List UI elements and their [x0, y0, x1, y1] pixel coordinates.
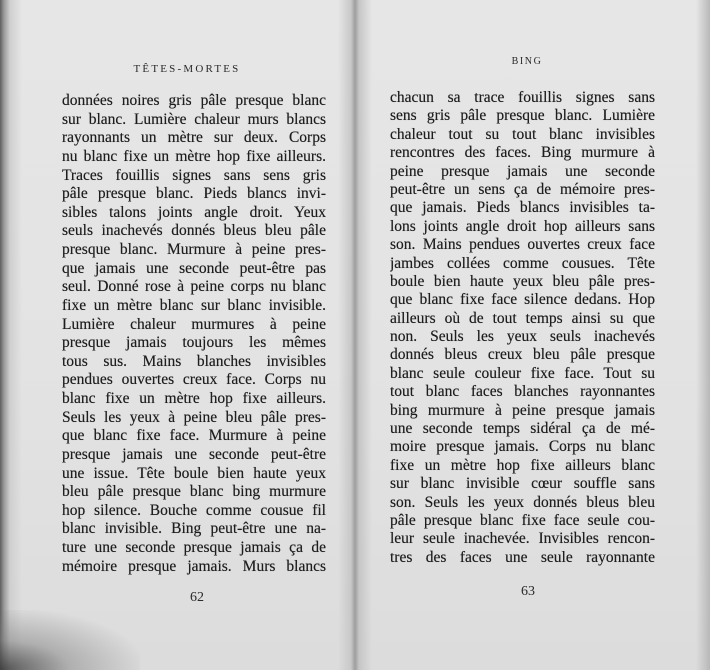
left-page-text: [62, 92, 326, 576]
text-line: tous sus. Mains blanches invisibles: [62, 352, 326, 370]
book-gutter: [338, 0, 372, 670]
right-page-number: 63: [521, 584, 535, 599]
text-line: chacun sa trace fouillis signes sans: [390, 89, 655, 106]
text-line: bleu pâle presque blanc bing murmure: [62, 483, 326, 501]
left-page-number: 62: [190, 590, 204, 605]
text-line: pâle presque blanc. Pieds blancs invi-: [62, 185, 326, 203]
text-line: son. Mains pendues ouvertes creux face: [390, 236, 655, 254]
text-line: sens gris pâle presque blanc. Lumière: [390, 107, 655, 125]
text-line: pâle presque blanc fixe face seule cou-: [390, 511, 655, 529]
text-line: Traces fouillis signes sans sens gris: [62, 166, 326, 184]
text-line: Lumière chaleur murmures à peine: [62, 315, 326, 333]
left-page-edge-shadow: [0, 0, 22, 670]
text-line: ture une seconde presque jamais ça de: [62, 539, 326, 556]
text-line: rayonnants un mètre sur deux. Corps: [62, 129, 326, 147]
text-line: peut-être un sens ça de mémoire pres-: [390, 180, 655, 198]
text-line: sibles talons joints angle droit. Yeux: [62, 203, 326, 221]
text-line: blanc fixe un mètre hop fixe ailleurs.: [62, 390, 326, 407]
right-page-text: [390, 89, 655, 567]
text-line: Seuls les yeux à peine bleu pâle pres-: [62, 408, 326, 426]
right-running-head: BING: [511, 56, 543, 67]
text-line: tres des faces une seule rayonnante: [390, 548, 655, 566]
text-line: blanc seule couleur fixe face. Tout su: [390, 364, 655, 382]
text-line: presque jamais toujours les mêmes: [62, 334, 326, 352]
text-line: seuls inachevés donnés bleus bleu pâle: [62, 222, 326, 240]
text-line: que blanc fixe face. Murmure à peine: [62, 427, 326, 445]
text-line: tout blanc faces blanches rayonnantes: [390, 383, 655, 401]
text-line: donnés bleus creux bleu pâle presque: [390, 346, 655, 364]
text-line: moire presque jamais. Corps nu blanc: [390, 438, 655, 456]
text-line: rencontres des faces. Bing murmure à: [390, 144, 655, 162]
text-line: mémoire presque jamais. Murs blancs: [62, 557, 326, 575]
text-line: pendues ouvertes creux face. Corps nu: [62, 371, 326, 389]
text-line: peine presque jamais une seconde: [390, 162, 655, 180]
text-line: blanc invisible. Bing peut-être une na-: [62, 520, 326, 538]
text-line: fixe un mètre blanc sur blanc invisible.: [62, 296, 326, 314]
text-line: que blanc fixe face silence dedans. Hop: [390, 291, 655, 309]
text-line: seul. Donné rose à peine corps nu blanc: [62, 278, 326, 296]
text-line: ailleurs où de tout temps ainsi su que: [390, 309, 655, 327]
text-line: que jamais. Pieds blancs invisibles ta-: [390, 199, 655, 217]
text-line: sur blanc. Lumière chaleur murs blancs: [62, 110, 326, 128]
text-line: fixe un mètre hop fixe ailleurs blanc: [390, 456, 655, 474]
text-line: presque blanc. Murmure à peine pres-: [62, 241, 326, 258]
text-line: chaleur tout su tout blanc invisibles: [390, 125, 655, 143]
text-line: boule bien haute yeux bleu pâle pres-: [390, 272, 655, 290]
text-line: leur seule inachevée. Invisibles rencon-: [390, 530, 655, 548]
bottom-left-corner-shadow: [0, 610, 140, 670]
text-line: son. Seuls les yeux donnés bleus bleu: [390, 493, 655, 511]
text-line: sur blanc invisible cœur souffle sans: [390, 475, 655, 493]
text-line: que jamais une seconde peut-être pas: [62, 259, 326, 277]
text-line: nu blanc fixe un mètre hop fixe ailleurs.: [62, 147, 326, 165]
right-page-edge-shadow: [696, 0, 710, 670]
text-line: une seconde temps sidéral ça de mé-: [390, 420, 655, 438]
text-line: données noires gris pâle presque blanc: [62, 92, 326, 109]
text-line: non. Seuls les yeux seuls inachevés: [390, 328, 655, 346]
left-running-head: TÊTES-MORTES: [133, 63, 241, 75]
text-line: jambes collées comme cousues. Tête: [390, 254, 655, 272]
text-line: une issue. Tête boule bien haute yeux: [62, 464, 326, 482]
text-line: lons joints angle droit hop ailleurs sans: [390, 217, 655, 235]
text-line: presque jamais une seconde peut-être: [62, 445, 326, 463]
text-line: hop silence. Bouche comme cousue fil: [62, 501, 326, 519]
text-line: bing murmure à peine presque jamais: [390, 401, 655, 419]
